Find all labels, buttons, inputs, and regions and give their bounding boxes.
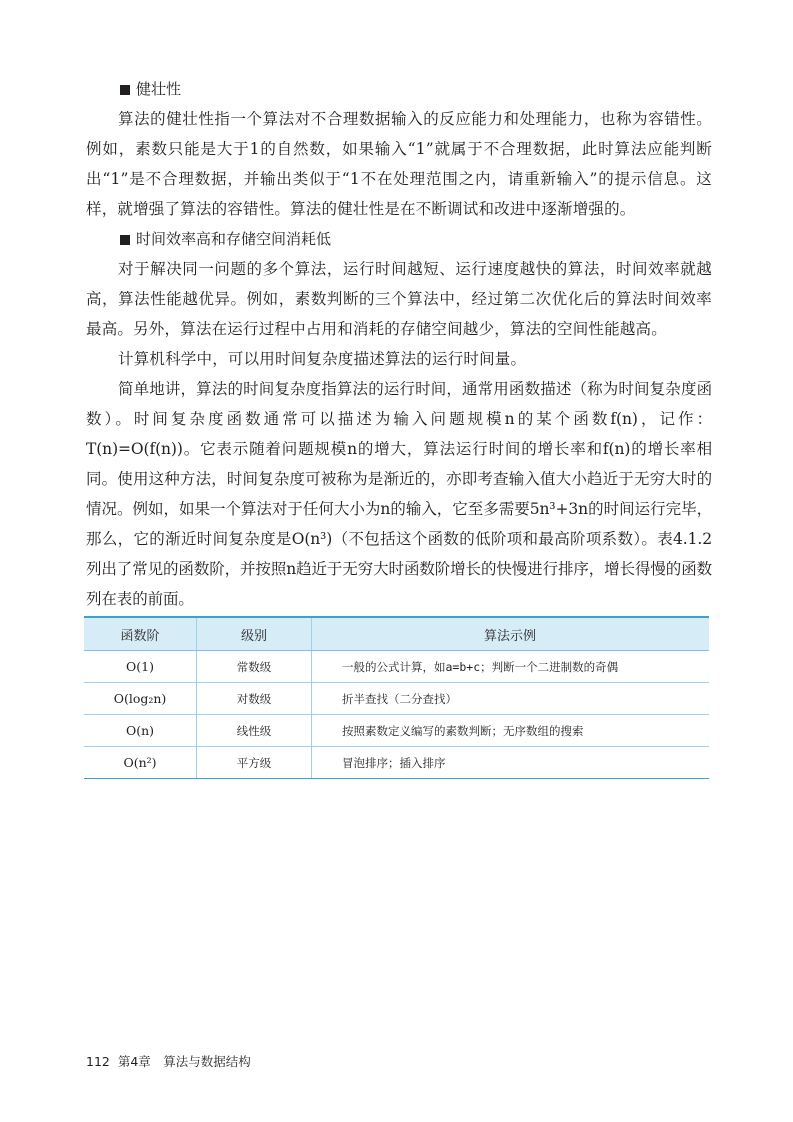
- section-heading-efficiency: 时间效率高和存储空间消耗低: [86, 224, 712, 254]
- header-level: 级别: [197, 617, 312, 651]
- table-row: [84, 747, 709, 779]
- square-bullet-icon: [120, 235, 130, 245]
- page-number: 112: [86, 1054, 110, 1069]
- header-algorithm-example: 算法示例: [312, 617, 710, 651]
- cell-order: O(n): [84, 715, 197, 747]
- square-bullet-icon: [120, 85, 130, 95]
- section-heading-robustness: 健壮性: [86, 74, 712, 104]
- paragraph-time-complexity: 简单地讲，算法的时间复杂度指算法的运行时间，通常用函数描述（称为时间复杂度函数）。时间复杂度函数通常可以描述为输入问题规模n的某个函数f(n)，记作：T(n)=O(f(n))。它表示随着问题规模n的增大，算法运行时间的增长率和f(n)的增长率相同。使用这种方法，时间复杂度可被称为是渐近的，亦即考查输入值大小趋近于无穷大时的情况。例如，如果一个算法对于任何大小为n的输入，它至多需要5n³+3n的时间运行完毕，那么，它的渐近时间复杂度是O(n³)（不包括这个函数的低阶项和最高阶项系数）。表4.1.2列出了常见的函数阶，并按照n趋近于无穷大时函数阶增长的快慢进行排序，增长得慢的函数列在表的前面。: [86, 380, 712, 608]
- cell-level: 常数级: [197, 651, 312, 683]
- cell-level: 线性级: [197, 715, 312, 747]
- cell-order: O(1): [84, 651, 197, 683]
- cell-example: 一般的公式计算，如a=b+c；判断一个二进制数的奇偶: [312, 651, 710, 683]
- cell-order: O(log₂n): [84, 683, 197, 715]
- paragraph-efficiency: 对于解决同一问题的多个算法，运行时间越短、运行速度越快的算法，时间效率就越高，算法性能越优异。例如，素数判断的三个算法中，经过第二次优化后的算法时间效率最高。另外，算法在运行过程中占用和消耗的存储空间越少，算法的空间性能越高。: [86, 260, 712, 338]
- function-order-table: [84, 616, 709, 779]
- paragraph-time-measure: 计算机科学中，可以用时间复杂度描述算法的运行时间量。: [118, 350, 527, 368]
- cell-example: 冒泡排序；插入排序: [312, 747, 710, 779]
- cell-order: O(n²): [84, 747, 197, 779]
- cell-level: 平方级: [197, 747, 312, 779]
- table-row: [84, 715, 709, 747]
- page-body: [86, 74, 712, 650]
- cell-example: 折半查找（二分查找）: [312, 683, 710, 715]
- table-row: [84, 683, 709, 715]
- header-function-order: 函数阶: [84, 617, 197, 651]
- page-footer: [86, 1052, 251, 1070]
- cell-example: 按照素数定义编写的素数判断；无序数组的搜索: [312, 715, 710, 747]
- table-row: [84, 651, 709, 683]
- table-header-row: [84, 617, 709, 651]
- cell-level: 对数级: [197, 683, 312, 715]
- chapter-title: 第4章 算法与数据结构: [117, 1054, 251, 1069]
- paragraph-robustness: 算法的健壮性指一个算法对不合理数据输入的反应能力和处理能力，也称为容错性。例如，素数只能是大于1的自然数，如果输入“1”就属于不合理数据，此时算法应能判断出“1”是不合理数据，并输出类似于“1不在处理范围之内，请重新输入”的提示信息。这样，就增强了算法的容错性。算法的健壮性是在不断调试和改进中逐渐增强的。: [86, 110, 712, 218]
